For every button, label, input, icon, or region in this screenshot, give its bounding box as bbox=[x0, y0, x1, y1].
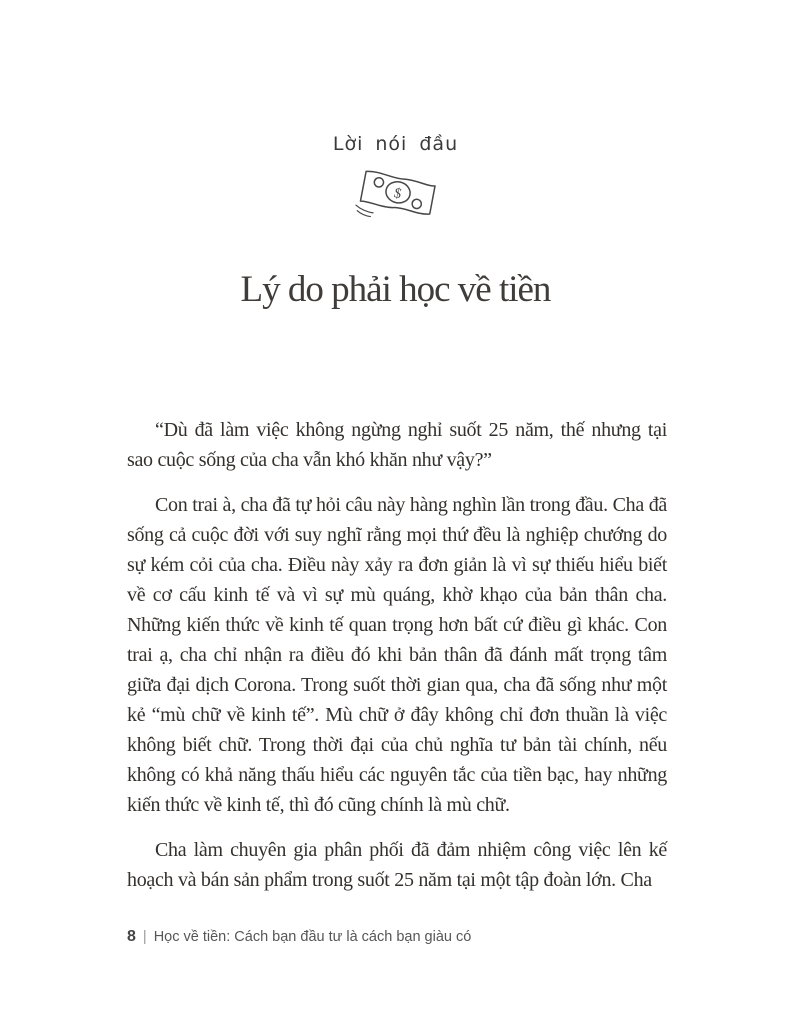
money-bill-icon bbox=[354, 166, 438, 228]
footer-book-title: Học về tiền: Cách bạn đầu tư là cách bạn giàu có bbox=[153, 929, 472, 945]
money-bill-svg bbox=[354, 166, 438, 228]
preface-label: Lời nói đầu bbox=[332, 133, 459, 155]
paragraph: Cha làm chuyên gia phân phối đã đảm nhiệm công việc lên kế hoạch và bán sản phẩm trong suốt 25 năm tại một tập đoàn lớn. Cha bbox=[127, 839, 667, 891]
chapter-title: Lý do phải học về tiền bbox=[240, 269, 551, 310]
page-footer bbox=[127, 928, 471, 946]
dollar-sign-glyph: $ bbox=[391, 185, 403, 203]
page-number: 8 bbox=[127, 928, 136, 945]
footer-separator: | bbox=[142, 929, 147, 945]
paragraph: Con trai à, cha đã tự hỏi câu này hàng nghìn lần trong đầu. Cha đã sống cả cuộc đời với suy nghĩ rằng mọi thứ đều là nghiệp chướng do sự kém cỏi của cha. Điều này xảy ra đơn giản là vì sự thiếu hiểu biết về cơ cấu kinh tế và vì sự mù quáng, khờ khạo của bản thân cha. Những kiến thức về kinh tế quan trọng hơn bất cứ điều gì khác. Con trai ạ, cha chỉ nhận ra điều đó khi bản thân đã đánh mất trọng tâm giữa đại dịch Corona. Trong suốt thời gian qua, cha đã sống như một kẻ “mù chữ về kinh tế”. Mù chữ ở đây không chỉ đơn thuần là việc không biết chữ. Trong thời đại của chủ nghĩa tư bản tài chính, nếu không có khả năng thấu hiểu các nguyên tắc của tiền bạc, hay những kiến thức về kinh tế, thì đó cũng chính là mù chữ. bbox=[127, 494, 667, 816]
body-text bbox=[127, 415, 667, 895]
paragraph-quote: “Dù đã làm việc không ngừng nghỉ suốt 25 năm, thế nhưng tại sao cuộc sống của cha vẫn khó khăn như vậy?” bbox=[127, 419, 667, 471]
